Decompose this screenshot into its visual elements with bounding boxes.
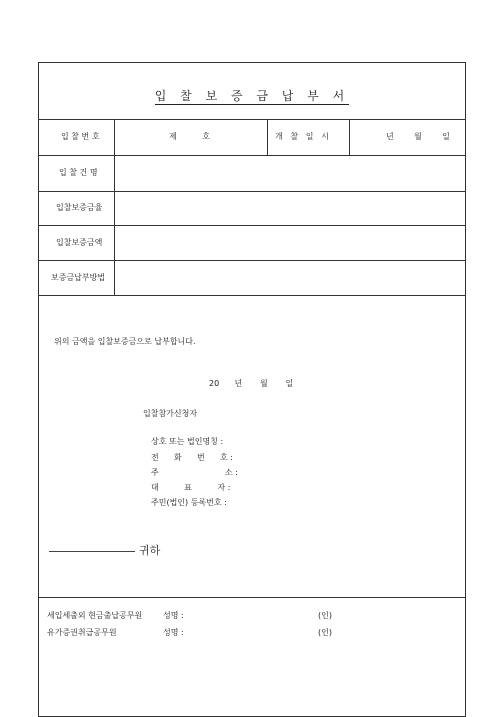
addressee-signature-line xyxy=(49,551,135,552)
row-divider xyxy=(39,155,465,156)
applicant-company-label: 상호 또는 법인명칭 : xyxy=(151,437,224,446)
row-divider xyxy=(39,225,465,226)
column-divider xyxy=(349,119,350,155)
applicant-representative-label: 대 표 자 : xyxy=(151,483,231,492)
official-1-title: 세입세출외 현금출납공무원 xyxy=(47,611,143,620)
row-divider xyxy=(39,260,465,261)
form-title: 입 찰 보 증 금 납 부 서 xyxy=(154,89,350,103)
addressee-suffix: 귀하 xyxy=(139,544,161,557)
applicant-label: 입찰참가신청자 xyxy=(143,409,198,418)
official-2-title: 유가증권취급공무원 xyxy=(47,628,117,637)
column-divider xyxy=(114,119,115,295)
applicant-registration-label: 주민(법인) 등록번호 : xyxy=(151,498,227,507)
field-label-payment-method: 보증금납부방법 xyxy=(51,273,106,282)
opening-date-label: 개 찰 일 시 xyxy=(275,132,329,141)
row-divider xyxy=(39,295,465,296)
bid-number-label: 입 찰 번 호 xyxy=(61,132,100,141)
row-divider xyxy=(39,597,465,598)
field-label-bond-amount: 입찰보증금액 xyxy=(56,238,103,247)
field-label-bid-name: 입 찰 건 명 xyxy=(59,168,98,177)
applicant-phone-label: 전 화 번 호 : xyxy=(151,453,233,462)
row-divider xyxy=(39,191,465,192)
field-label-bond-rate: 입찰보증금율 xyxy=(56,203,103,212)
opening-date-value: 년 월 일 xyxy=(386,132,450,141)
official-1-seal: (인) xyxy=(318,611,332,620)
official-2-name-label: 성명 : xyxy=(163,628,184,637)
official-2-seal: (인) xyxy=(318,628,332,637)
bid-bond-payment-form xyxy=(38,62,466,717)
row-divider xyxy=(39,119,465,120)
column-divider xyxy=(267,119,268,155)
statement-text: 위의 금액을 입찰보증금으로 납부합니다. xyxy=(54,337,196,346)
date-line: 20 년 월 일 xyxy=(209,379,294,388)
bid-number-value: 제 호 xyxy=(169,132,210,141)
official-1-name-label: 성명 : xyxy=(163,611,184,620)
applicant-address-label: 주 소 : xyxy=(151,468,238,477)
